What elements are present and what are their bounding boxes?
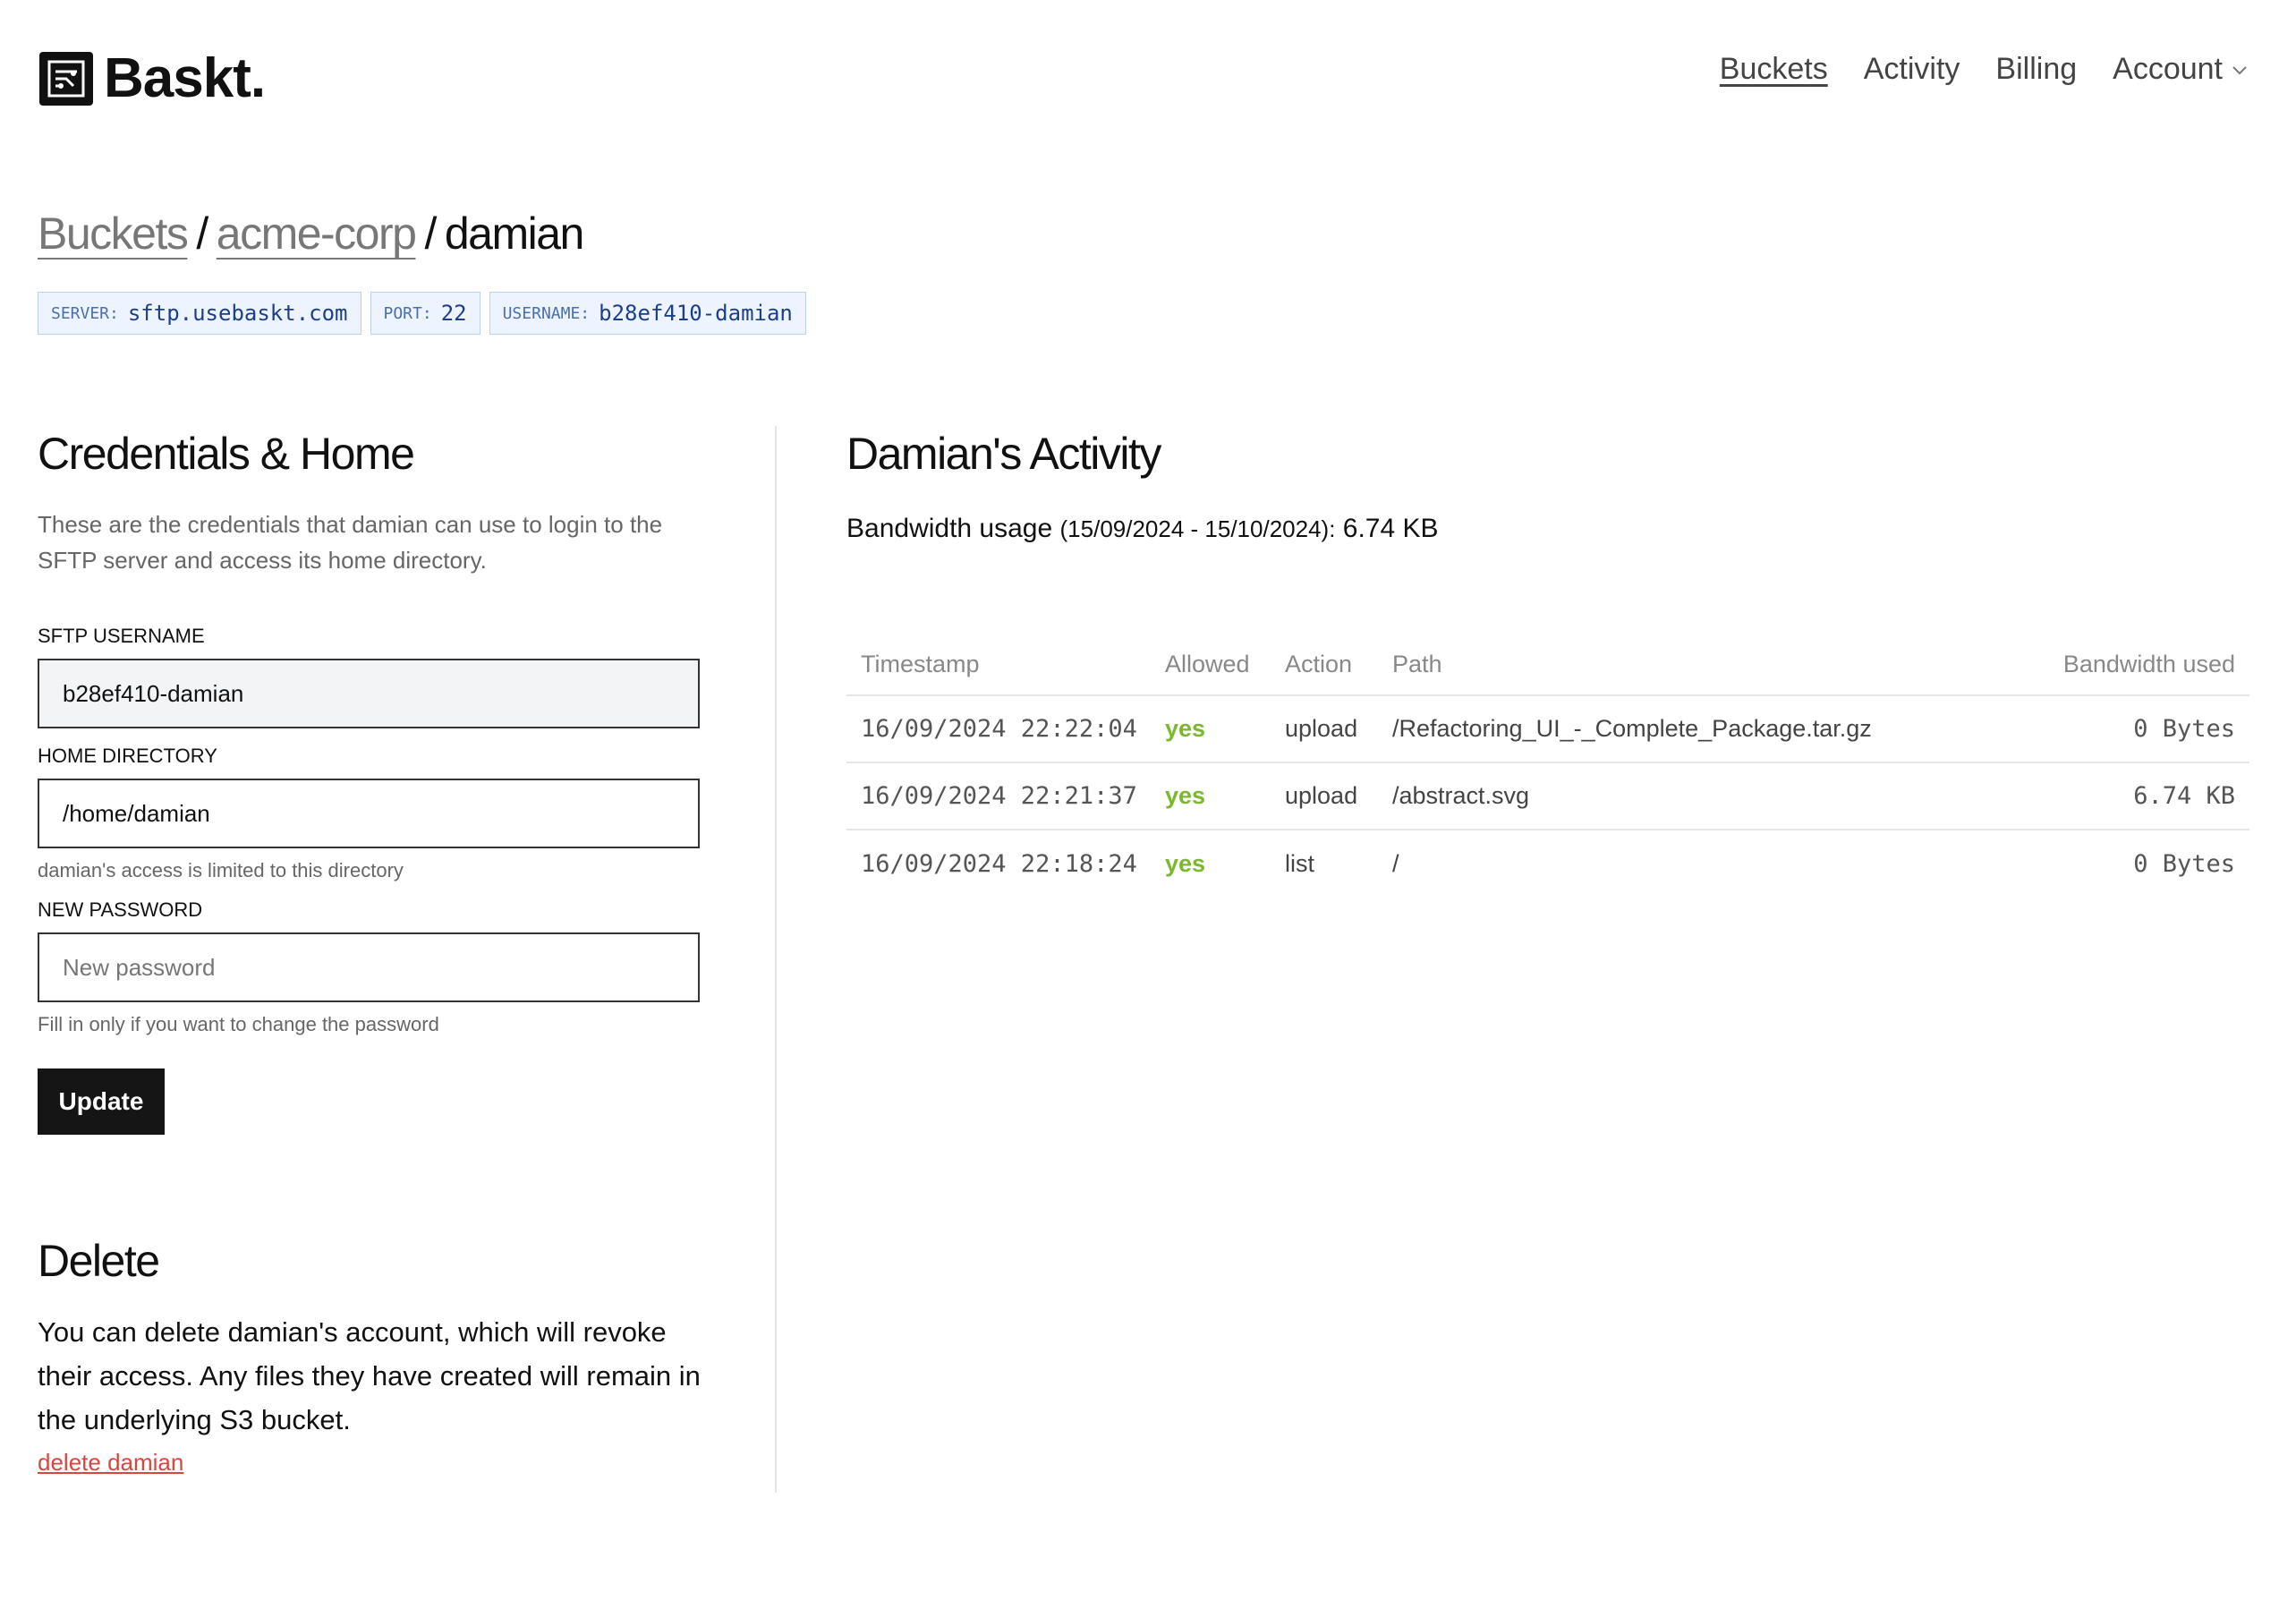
new-password-label: NEW PASSWORD — [38, 898, 203, 921]
delete-title: Delete — [38, 1236, 159, 1286]
credentials-title: Credentials & Home — [38, 429, 414, 479]
home-directory-label: HOME DIRECTORY — [38, 745, 217, 767]
username-badge — [489, 292, 806, 335]
username-badge-value: b28ef410-damian — [599, 301, 793, 326]
row-timestamp: 16/09/2024 22:22:04 — [861, 715, 1137, 743]
update-button[interactable]: Update — [38, 1068, 165, 1135]
bandwidth-usage — [846, 514, 2249, 544]
basket-logo-icon — [39, 52, 93, 106]
row-timestamp: 16/09/2024 22:18:24 — [861, 850, 1137, 878]
column-header-timestamp: Timestamp — [861, 650, 980, 677]
column-header-bandwidth: Bandwidth used — [2062, 650, 2235, 677]
breadcrumb-bucket[interactable]: acme-corp — [216, 209, 416, 259]
row-path: / — [1392, 850, 1399, 877]
row-bandwidth: 0 Bytes — [2133, 850, 2235, 878]
new-password-field[interactable] — [38, 932, 700, 1002]
sftp-username-label: SFTP USERNAME — [38, 625, 205, 647]
home-directory-hint: damian's access is limited to this directory — [38, 859, 404, 881]
breadcrumb-buckets[interactable]: Buckets — [38, 209, 188, 259]
server-badge — [38, 292, 361, 335]
port-badge-key: PORT: — [383, 303, 432, 323]
credentials-section — [38, 428, 736, 1135]
table-row — [846, 696, 2249, 763]
row-action: list — [1285, 850, 1314, 877]
row-bandwidth: 6.74 KB — [2133, 782, 2235, 810]
breadcrumb — [38, 208, 583, 260]
row-path: /abstract.svg — [1392, 782, 1530, 809]
activity-table — [846, 634, 2249, 898]
main-nav — [1720, 52, 2249, 87]
brand-name: Baskt. — [104, 47, 266, 109]
credentials-description: These are the credentials that damian can use to login to the SFTP server and access its home directory. — [38, 511, 663, 574]
nav-buckets[interactable]: Buckets — [1719, 52, 1828, 86]
column-header-action: Action — [1285, 650, 1353, 677]
delete-user-link[interactable]: delete damian — [38, 1449, 184, 1476]
breadcrumb-separator: / — [424, 209, 436, 259]
connection-badges — [38, 292, 806, 335]
chevron-down-icon — [2230, 60, 2249, 80]
brand-logo[interactable] — [39, 47, 265, 110]
bandwidth-value: 6.74 KB — [1342, 514, 1439, 543]
top-header — [0, 0, 2296, 152]
delete-section — [38, 1235, 736, 1477]
sftp-username-field[interactable] — [38, 659, 700, 728]
nav-billing[interactable]: Billing — [1995, 52, 2078, 86]
row-action: upload — [1285, 782, 1358, 809]
column-header-path: Path — [1392, 650, 1442, 677]
activity-title: Damian's Activity — [846, 429, 1161, 479]
column-divider — [775, 426, 777, 1493]
bandwidth-label: Bandwidth usage — [846, 514, 1053, 543]
row-action: upload — [1285, 715, 1358, 742]
nav-account-dropdown[interactable] — [2113, 52, 2249, 87]
home-directory-field[interactable] — [38, 779, 700, 848]
port-badge — [370, 292, 480, 335]
nav-account-label: Account — [2113, 52, 2223, 86]
column-header-allowed: Allowed — [1165, 650, 1250, 677]
username-badge-key: USERNAME: — [502, 303, 591, 323]
breadcrumb-current-user: damian — [444, 209, 583, 259]
row-allowed: yes — [1165, 782, 1206, 809]
table-row — [846, 763, 2249, 830]
nav-activity[interactable]: Activity — [1863, 52, 1960, 86]
delete-description: You can delete damian's account, which will revoke their access. Any files they have created will remain in the underlying S3 bucket. — [38, 1316, 701, 1435]
table-header — [846, 634, 2249, 696]
activity-section — [846, 428, 2249, 878]
row-bandwidth: 0 Bytes — [2133, 715, 2235, 743]
bandwidth-range: (15/09/2024 - 15/10/2024): — [1059, 515, 1336, 542]
breadcrumb-separator: / — [196, 209, 208, 259]
row-path: /Refactoring_UI_-_Complete_Package.tar.gz — [1392, 715, 1872, 742]
table-row — [846, 830, 2249, 898]
server-badge-key: SERVER: — [51, 303, 119, 323]
row-allowed: yes — [1165, 850, 1206, 877]
port-badge-value: 22 — [440, 301, 467, 326]
server-badge-value: sftp.usebaskt.com — [127, 301, 348, 326]
new-password-hint: Fill in only if you want to change the password — [38, 1013, 439, 1035]
row-allowed: yes — [1165, 715, 1206, 742]
row-timestamp: 16/09/2024 22:21:37 — [861, 782, 1137, 810]
